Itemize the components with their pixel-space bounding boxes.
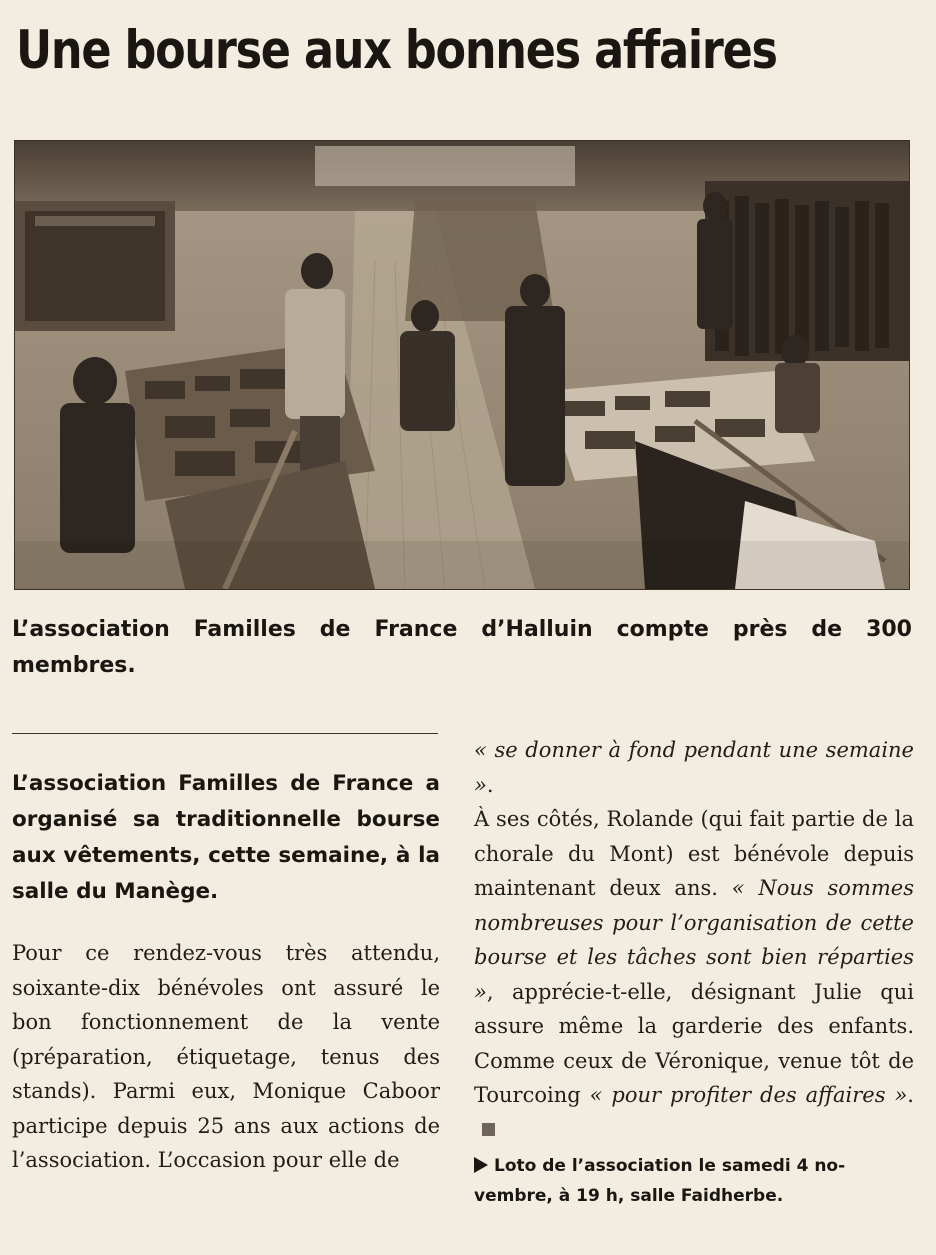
article-headline: Une bourse aux bonnes affaires — [16, 20, 777, 81]
right-column — [474, 733, 914, 1211]
quote-1: « se donner à fond pendant une semaine » — [474, 738, 914, 797]
article-paragraph-1 — [12, 936, 440, 1178]
article-lead: L’association Familles de France a organisé sa traditionnelle bourse aux vêtements, cette semaine, à la salle du Manège. — [12, 771, 440, 904]
quote-3: « pour profiter des affaires » — [589, 1083, 908, 1107]
note-text: Loto de l’association le samedi 4 novembre, à 19 h, salle Faidherbe. — [474, 1156, 846, 1206]
left-column — [12, 766, 440, 1178]
square-end-mark-icon — [482, 1123, 495, 1136]
column-divider-rule — [12, 733, 438, 734]
article-paragraph-1-continued — [474, 733, 914, 802]
photo-caption: L’association Familles de France d’Halluin compte près de 300 membres. — [12, 617, 912, 678]
paragraph-2-text-c: . — [907, 1083, 914, 1107]
quote-2: « Nous sommes nombreuses pour l’organisation de cette bourse et les tâches sont bien réparties » — [474, 876, 914, 1004]
paragraph-2-text-b: , apprécie-t-elle, désignant Julie qui assure même la garderie des enfants. Comme ceux de Véronique, venue tôt de Tourcoing — [474, 979, 914, 1107]
photo-illustration — [15, 141, 909, 589]
article-note — [474, 1151, 914, 1211]
triangle-right-icon — [474, 1157, 488, 1173]
article-paragraph-2 — [474, 802, 914, 1147]
paragraph-2-text-a: À ses côtés, Rolande (qui fait partie de la chorale du Mont) est bénévole depuis maintenant deux ans. — [474, 807, 914, 900]
paragraph-1-text-b: . — [486, 772, 494, 797]
article-photo — [14, 140, 910, 590]
paragraph-1-text-a: Pour ce rendez-vous très attendu, soixante-dix bénévoles ont assuré le bon fonctionnement de la vente (préparation, étiquetage, tenus des stands). Parmi eux, Monique Caboor participe depuis 25 ans aux actions de l’association. L’occasion pour elle de — [12, 941, 440, 1172]
